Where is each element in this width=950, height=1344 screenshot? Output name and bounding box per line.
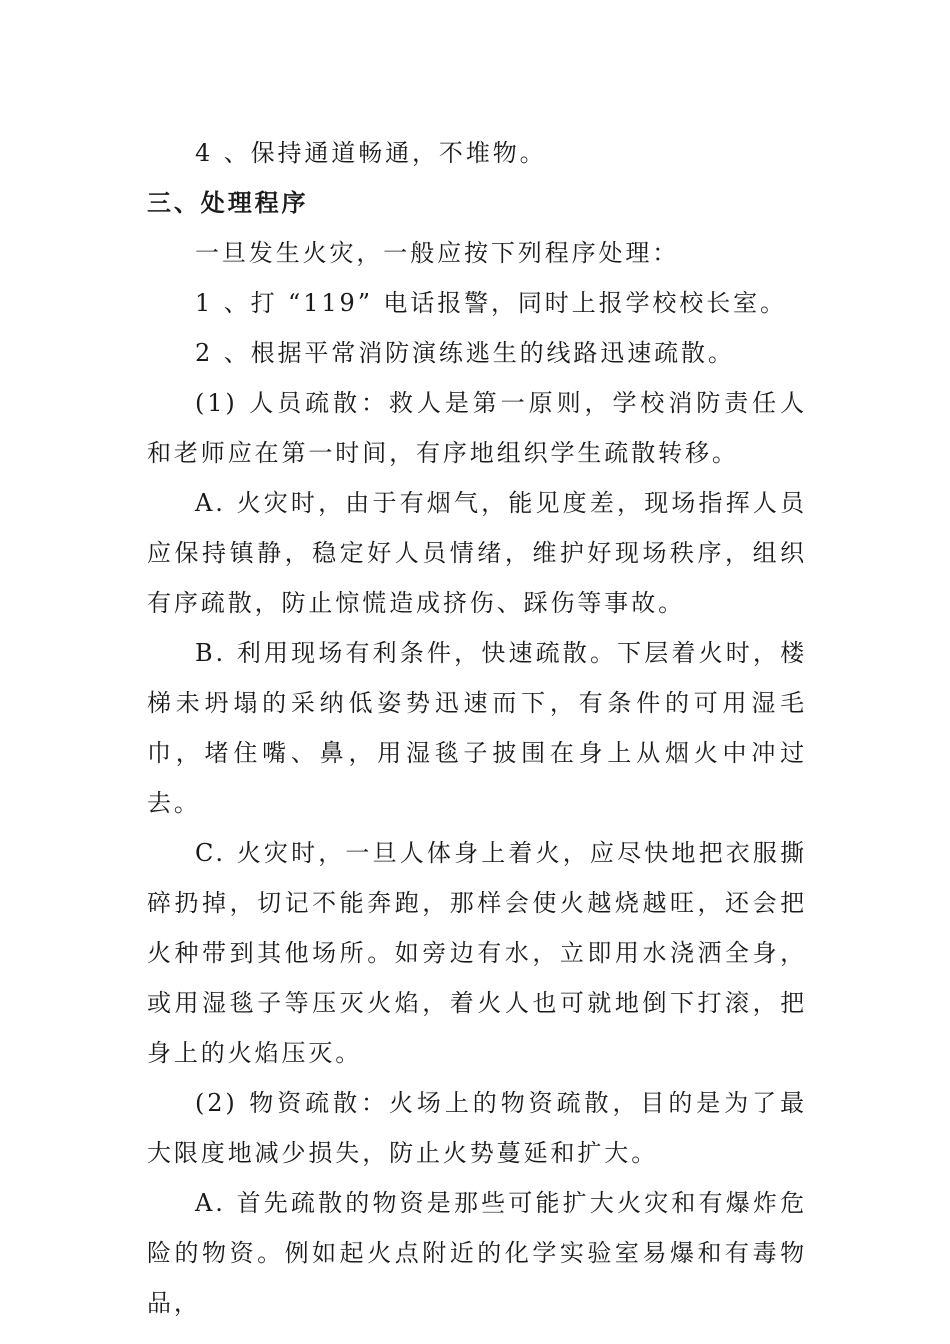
- section-heading-handling-procedure: 三、处理程序: [147, 188, 309, 217]
- paragraph-keep-passage-clear: 4 、保持通道畅通，不堆物。: [195, 139, 547, 167]
- document-body: [147, 128, 807, 1328]
- paragraph-procedure-intro: 一旦发生火灾，一般应按下列程序处理：: [195, 239, 680, 267]
- paragraph-personnel-b: B. 利用现场有利条件，快速疏散。下层着火时，楼梯未坍塌的采纳低姿势迅速而下，有条件的可用湿毛巾，堵住嘴、鼻，用湿毯子披围在身上从烟火中冲过去。: [147, 639, 807, 817]
- paragraph-call-119: 1 、打 “119” 电话报警，同时上报学校校长室。: [195, 289, 787, 317]
- paragraph-evacuate-route: 2 、根据平常消防演练逃生的线路迅速疏散。: [195, 339, 735, 367]
- paragraph-personnel-c: C. 火灾时，一旦人体身上着火，应尽快地把衣服撕碎扔掉，切记不能奔跑，那样会使火越烧越旺，还会把火种带到其他场所。如旁边有水，立即用水浇洒全身，或用湿毯子等压灭火焰，着火人也可就地倒下打滚，把身上的火焰压灭。: [147, 839, 807, 1067]
- paragraph-material-evacuation: (2) 物资疏散：火场上的物资疏散，目的是为了最大限度地减少损失，防止火势蔓延和扩大。: [147, 1089, 807, 1167]
- paragraph-material-a: A. 首先疏散的物资是那些可能扩大火灾和有爆炸危险的物资。例如起火点附近的化学实验室易爆和有毒物品，: [147, 1189, 807, 1317]
- paragraph-personnel-a: A. 火灾时，由于有烟气，能见度差，现场指挥人员应保持镇静，稳定好人员情绪，维护好现场秩序，组织有序疏散，防止惊慌造成挤伤、踩伤等事故。: [147, 489, 807, 617]
- paragraph-personnel-evacuation: (1) 人员疏散：救人是第一原则，学校消防责任人和老师应在第一时间，有序地组织学生疏散转移。: [147, 389, 807, 467]
